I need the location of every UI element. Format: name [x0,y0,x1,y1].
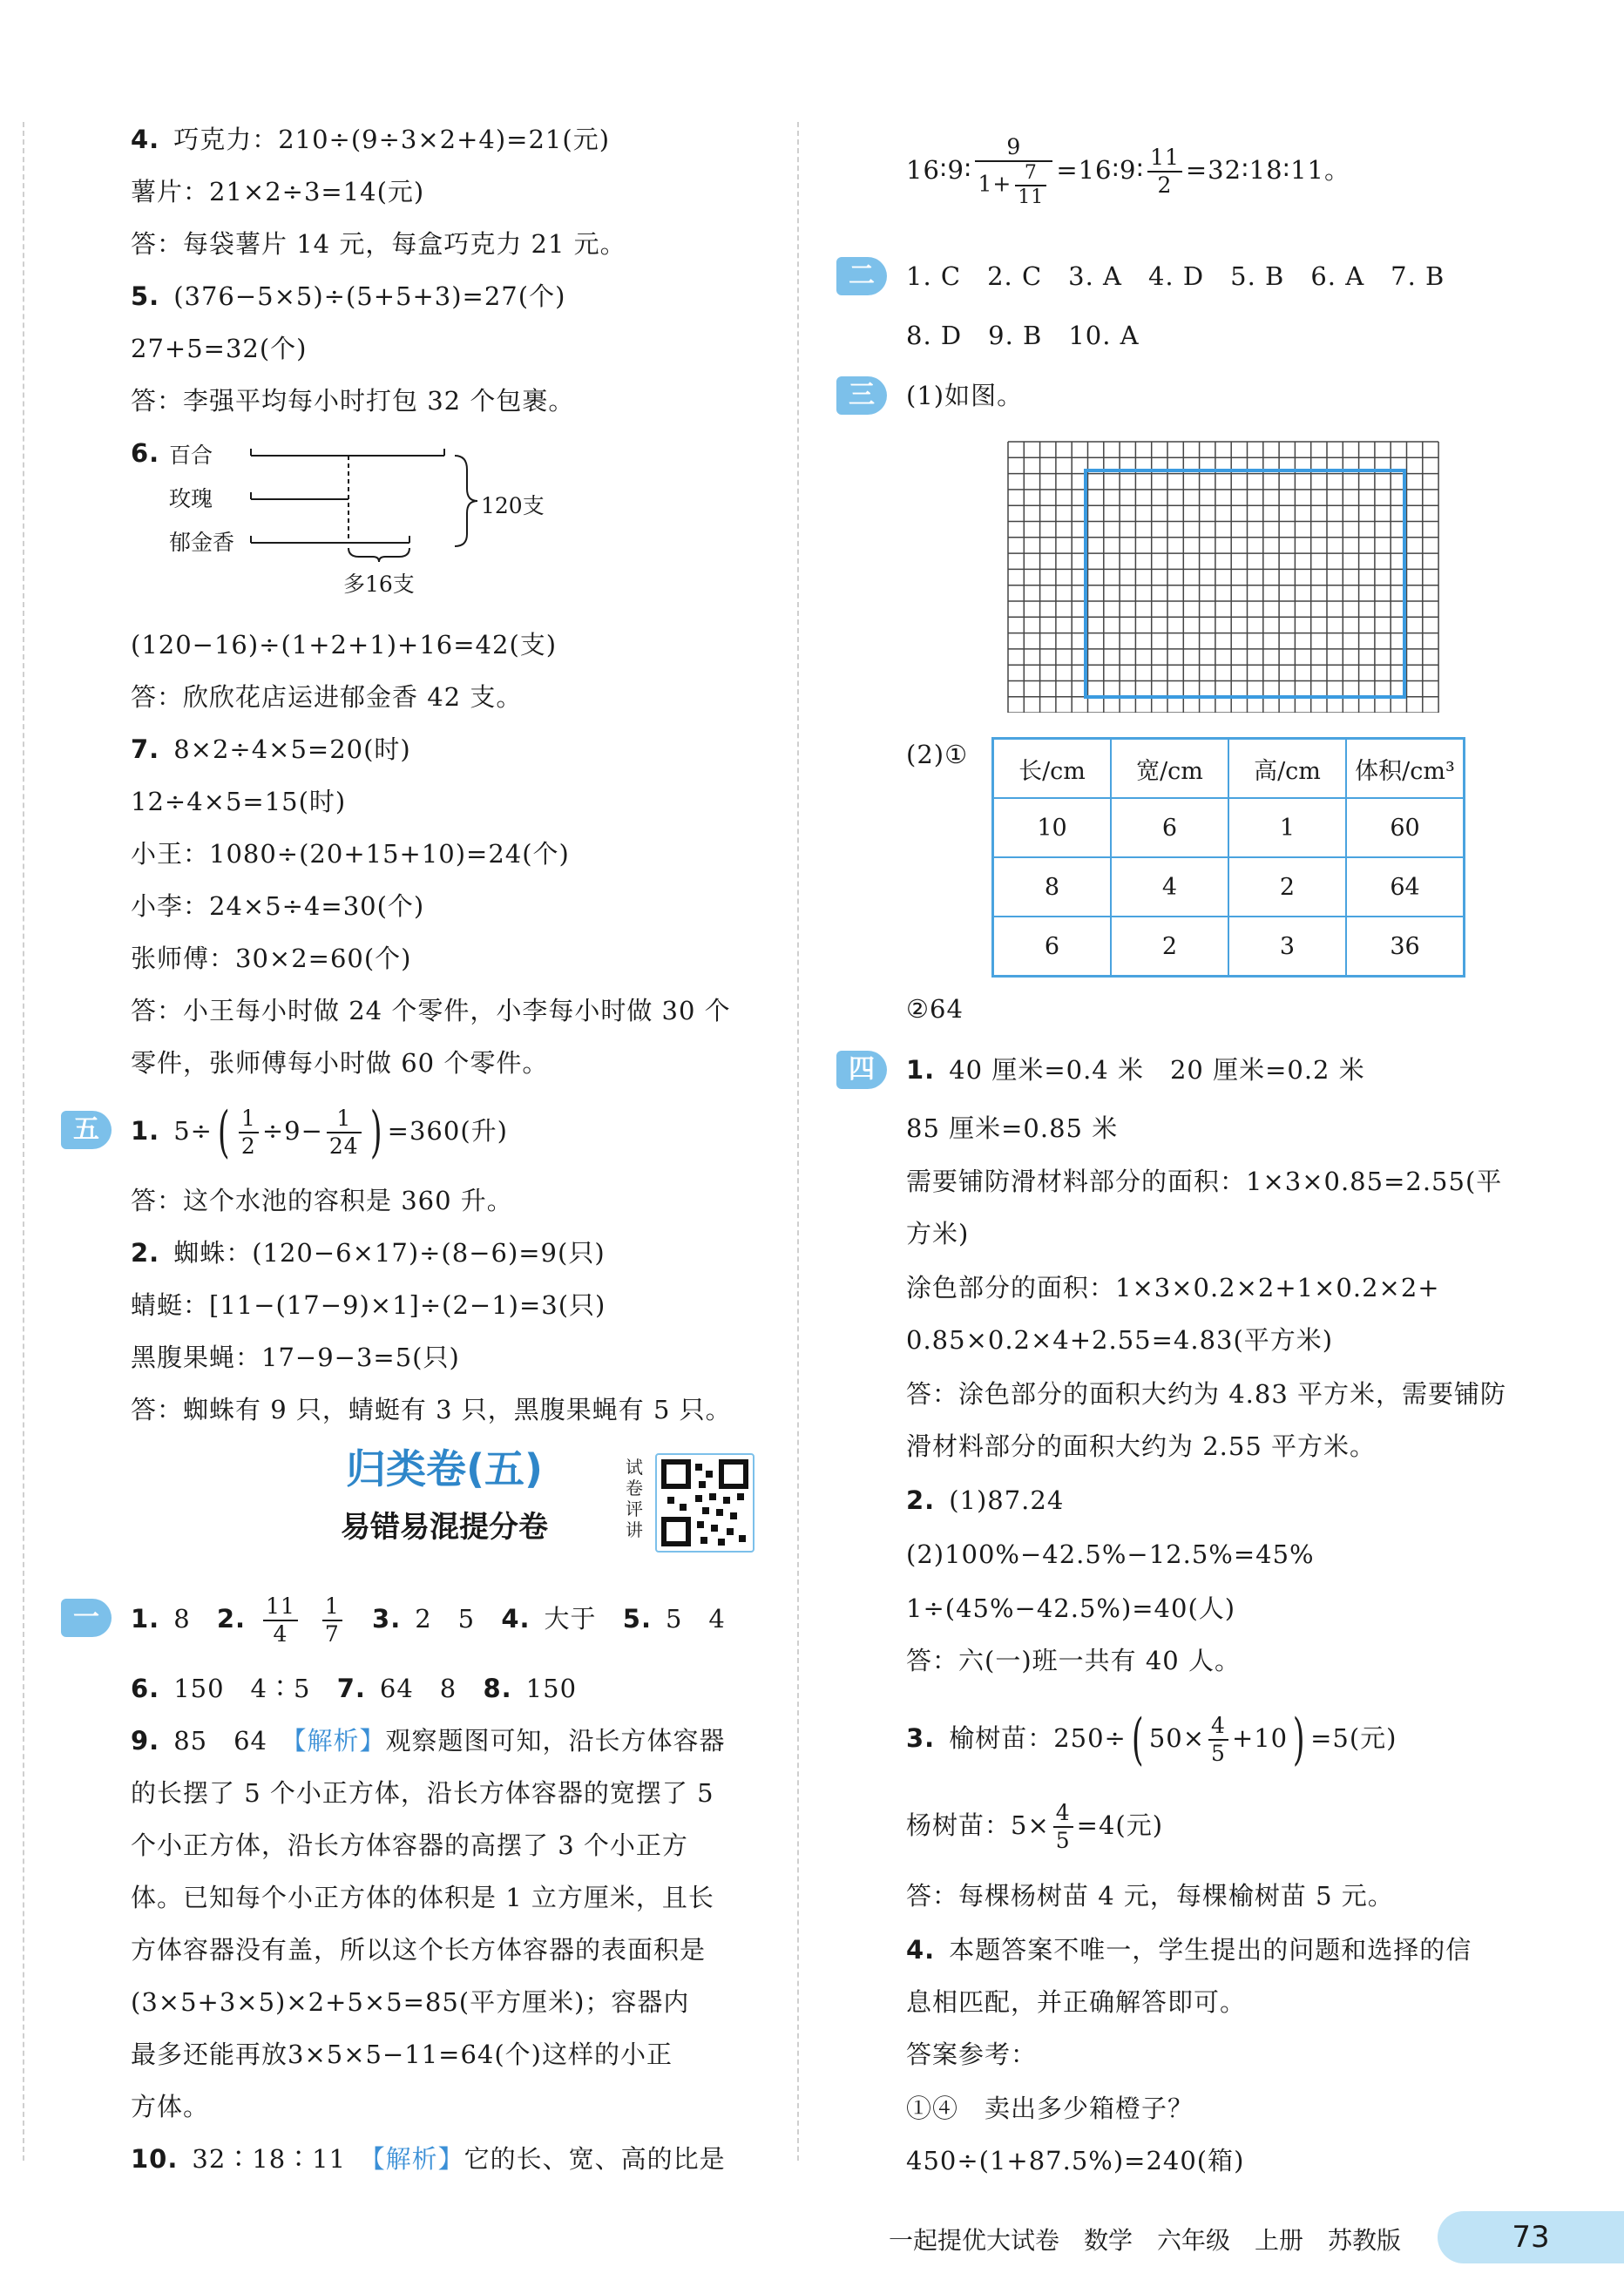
sec5-q1-line: 1. 5÷( $\frac{1}{2}$ ÷9− $\frac{1}{24}$ ) =360(升) [131,1100,508,1165]
table-cell: 10 [993,798,1112,857]
q4-answer: 答：每袋薯片 14 元，每盒巧克力 21 元。 [131,229,626,259]
table-cell: 60 [1346,798,1465,857]
complex-fraction: 9 1+ $\frac{7}{11}$ [975,134,1052,209]
fraction-1-24: $\frac{1}{24}$ [327,1106,362,1160]
sec4-q3-l2: 杨树苗：5× $\frac{4}{5}$ =4(元) [906,1800,1164,1853]
table-header-row [993,739,1465,799]
sec4-q2-answer: 答：六(一)班一共有 40 人。 [906,1646,1241,1675]
q7-line2: 12÷4×5=15(时) [131,787,347,816]
table-cell: 4 [1111,857,1228,917]
section-badge-2: 二 [836,257,887,295]
sec4-q1-l8: 滑材料部分的面积大约为 2.55 平方米。 [906,1431,1377,1461]
sec4-q2-l1: 2. (1)87.24 [906,1485,1065,1515]
volume-title: 归类卷(五) [345,1445,544,1492]
sec4-q1-l7: 答：涂色部分的面积大约为 4.83 平方米，需要铺防 [906,1379,1507,1409]
qr-label: 试卷评讲 [626,1457,643,1540]
footer-book-info: 一起提优大试卷 数学 六年级 上册 苏教版 [889,2226,1402,2255]
q7-answer1: 答：小王每小时做 24 个零件，小李每小时做 30 个 [131,996,731,1025]
sec5-q1-answer: 答：这个水池的容积是 360 升。 [131,1186,513,1215]
table-cell: 36 [1346,917,1465,977]
sec1-q9-l6: (3×5+3×5)×2+5×5=85(平方厘米)；容器内 [131,1987,690,2017]
q6-answer: 答：欣欣花店运进郁金香 42 支。 [131,682,523,712]
table-cell: 64 [1346,857,1465,917]
q5-line2: 27+5=32(个) [131,334,308,363]
volume-subtitle: 易错易混提分卷 [341,1510,548,1545]
table-cell: 1 [1228,798,1346,857]
diagram-label-rose: 玫瑰 [169,486,213,511]
sec2-row1: 1. C 2. C 3. A 4. D 5. B 6. A 7. B [906,261,1445,291]
page-number: 73 [1438,2211,1624,2263]
table-cell: 2 [1111,917,1228,977]
sec1-row1: 1. 8 2. $\frac{11}{4}$ $\frac{1}{7}$ 3. 2 5 4. 大于 5. 5 4 [131,1593,726,1647]
volume-table [991,737,1465,978]
table-row [993,857,1465,917]
table-header: 长/cm [993,739,1112,799]
fraction-4-5: $\frac{4}{5}$ [1053,1800,1073,1854]
sec4-q3-l1: 3. 榆树苗：250÷( 50× $\frac{4}{5}$ +10) =5(元) [906,1708,1397,1772]
sec1-q9-l8: 方体。 [131,2092,210,2121]
sec3-part1: (1)如图。 [906,381,1024,410]
table-cell: 8 [993,857,1112,917]
sec3-part2-2: ②64 [906,994,964,1024]
qr-code[interactable] [655,1453,754,1553]
sec4-q4-l5: 450÷(1+87.5%)=240(箱) [906,2146,1245,2175]
sec4-q4-l3: 答案参考： [906,2040,1038,2069]
sec1-row2: 6. 150 4∶5 7. 64 8 8. 150 [131,1674,578,1703]
sec4-q4-l1: 4. 本题答案不唯一，学生提出的问题和选择的信 [906,1935,1472,1965]
column-divider-line [797,122,799,2161]
fraction-11-4: $\frac{11}{4}$ [263,1593,298,1647]
sec1-q9-l3: 个小正方体，沿长方体容器的高摆了 3 个小正方 [131,1830,688,1860]
q6-number: 6. [131,438,160,468]
sec2-row2: 8. D 9. B 10. A [906,321,1140,350]
q4-line1: 4. 巧克力：210÷(9÷3×2+4)=21(元) [131,125,611,154]
sec4-q1-l2: 85 厘米=0.85 米 [906,1113,1119,1143]
q7-line3: 小王：1080÷(20+15+10)=24(个) [131,839,570,869]
section-badge-1: 一 [61,1599,112,1637]
sec4-q1-l5: 涂色部分的面积：1×3×0.2×2+1×0.2×2+ [906,1273,1440,1302]
diagram-label-tulip: 郁金香 [169,530,235,555]
sec5-q2-line3: 黑腹果蝇：17−9−3=5(只) [131,1343,460,1372]
sec5-q2-line1: 2. 蜘蛛：(120−6×17)÷(8−6)=9(只) [131,1238,606,1268]
table-row [993,917,1465,977]
q6-line-diagram [166,431,566,606]
q7-line5: 张师傅：30×2=60(个) [131,944,412,973]
table-cell: 3 [1228,917,1346,977]
table-cell: 6 [1111,798,1228,857]
sec1-q10: 10. 32∶18∶11 【解析】它的长、宽、高的比是 [131,2144,726,2174]
fraction-4-5: $\frac{4}{5}$ [1208,1713,1228,1767]
section-badge-5: 五 [61,1111,112,1149]
section-badge-3: 三 [836,376,887,415]
fraction-half: $\frac{1}{2}$ [239,1106,259,1160]
fraction-1-7: $\frac{1}{7}$ [322,1593,342,1647]
sec4-q1-l1: 1. 40 厘米=0.4 米 20 厘米=0.2 米 [906,1055,1365,1085]
q4-line2: 薯片：21×2÷3=14(元) [131,177,425,206]
q5-answer: 答：李强平均每小时打包 32 个包裹。 [131,386,575,416]
sec1-q9-l5: 方体容器没有盖，所以这个长方体容器的表面积是 [131,1935,707,1965]
sec4-q2-l2: (2)100%−42.5%−12.5%=45% [906,1539,1315,1569]
sec4-q1-l6: 0.85×0.2×4+2.55=4.83(平方米) [906,1325,1334,1355]
sec4-q4-l2: 息相匹配，并正确解答即可。 [906,1987,1247,2017]
sec4-q1-l3: 需要铺防滑材料部分的面积：1×3×0.85=2.55(平 [906,1167,1503,1196]
fraction-11-2: $\frac{11}{2}$ [1147,145,1182,199]
sec3-part2-label: (2)① [906,740,969,769]
q6-line1: (120−16)÷(1+2+1)+16=42(支) [131,630,558,660]
table-header: 宽/cm [1111,739,1228,799]
sec1-q9-l7: 最多还能再放3×5×5−11=64(个)这样的小正 [131,2040,673,2069]
sec1-q9-l2: 的长摆了 5 个小正方体，沿长方体容器的宽摆了 5 [131,1778,714,1808]
sec5-q2-answer: 答：蜘蛛有 9 只，蜻蜓有 3 只，黑腹果蝇有 5 只。 [131,1395,732,1424]
table-row [993,798,1465,857]
sec4-q4-l4: ①④ 卖出多少箱橙子？ [906,2094,1194,2123]
section-badge-4: 四 [836,1051,887,1089]
sec4-q3-answer: 答：每棵杨树苗 4 元，每棵榆树苗 5 元。 [906,1881,1394,1911]
left-margin-line [23,122,24,2161]
ratio-continuation: 16∶9∶ 9 1+ $\frac{7}{11}$ =16∶9∶ $\frac{11}{2}$ =32∶18∶11。 [906,134,1350,208]
sec5-q2-line2: 蜻蜓：[11−(17−9)×1]÷(2−1)=3(只) [131,1290,606,1320]
sec1-q9-l4: 体。已知每个小正方体的体积是 1 立方厘米，且长 [131,1883,714,1912]
table-cell: 6 [993,917,1112,977]
sec4-q1-l4: 方米) [906,1219,970,1248]
table-header: 高/cm [1228,739,1346,799]
q7-line1: 7. 8×2÷4×5=20(时) [131,734,411,764]
sec4-q2-l3: 1÷(45%−42.5%)=40(人) [906,1593,1236,1623]
table-cell: 2 [1228,857,1346,917]
diagram-total: 120支 [481,493,545,518]
q5-line1: 5. (376−5×5)÷(5+5+3)=27(个) [131,281,566,311]
diagram-more: 多16支 [343,572,415,597]
grid-drawing [1007,441,1443,713]
q7-line4: 小李：24×5÷4=30(个) [131,891,425,921]
q7-answer2: 零件，张师傅每小时做 60 个零件。 [131,1048,549,1078]
table-header: 体积/cm³ [1346,739,1465,799]
diagram-label-lily: 百合 [169,443,213,468]
sec1-q9-l1: 9. 85 64 【解析】观察题图可知，沿长方体容器 [131,1726,726,1756]
